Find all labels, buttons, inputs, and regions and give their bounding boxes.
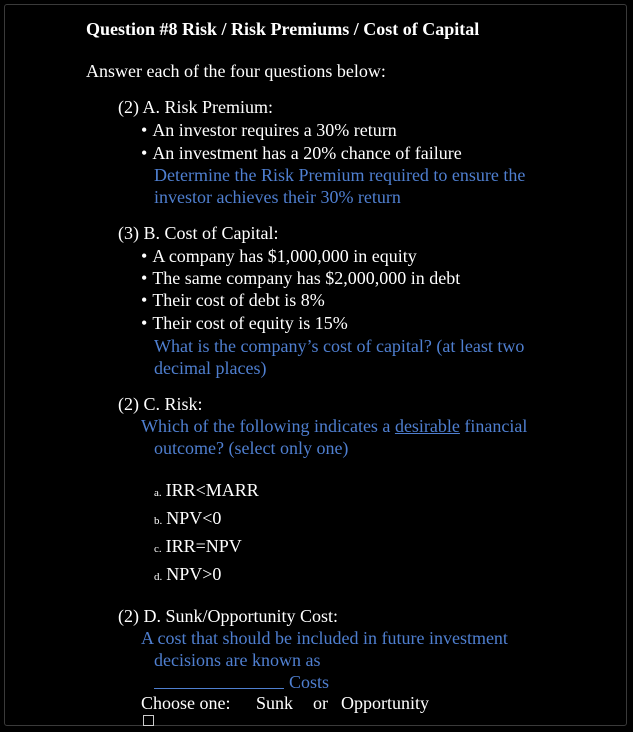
part-c-question-emphasis: desirable [394,416,460,436]
option-letter: a. [154,487,162,499]
part-c-question [141,416,527,437]
choice-sunk[interactable]: Sunk [256,693,294,713]
option-text: NPV>0 [166,564,222,584]
part-a-question: Determine the Risk Premium required to ensure the [154,165,526,185]
part-b-bullet: • Their cost of debt is 8% [141,290,325,311]
part-a-bullet: • An investment has a 20% chance of failure [141,143,462,164]
part-b-bullet: • A company has $1,000,000 in equity [141,246,417,267]
option-letter: d. [154,571,163,583]
part-d-question: A cost that should be included in future investment [141,628,508,648]
part-b-bullet: • The same company has $2,000,000 in debt [141,268,460,289]
part-d-heading: (2) D. Sunk/Opportunity Cost: [118,606,339,626]
option-letter: b. [154,515,163,527]
part-b-question: decimal places) [154,358,267,378]
option-letter: c. [154,543,162,555]
option-d[interactable] [154,564,221,585]
option-a[interactable] [154,480,259,501]
part-b-heading: (3) B. Cost of Capital: [118,223,279,243]
choose-one-label: Choose one: [141,693,231,713]
part-b-question: What is the company’s cost of capital? (at least two [154,336,525,356]
part-d-question: decisions are known as [154,650,321,670]
option-c[interactable] [154,536,242,557]
answer-blank-line[interactable] [154,688,284,689]
option-text: IRR=NPV [165,536,242,556]
part-c-question-pre: Which of the following indicates a [141,416,395,436]
answer-checkbox[interactable] [143,715,154,726]
blank-suffix: Costs [289,672,330,692]
part-c-heading: (2) C. Risk: [118,394,203,414]
option-text: NPV<0 [166,508,222,528]
part-c-question-line2: outcome? (select only one) [154,438,349,458]
instructions: Answer each of the four questions below: [86,61,386,81]
part-a-heading: (2) A. Risk Premium: [118,97,274,117]
part-a-bullet: • An investor requires a 30% return [141,120,397,141]
option-b[interactable] [154,508,221,529]
option-text: IRR<MARR [165,480,259,500]
part-c-question-post: financial [459,416,528,436]
part-b-bullet: • Their cost of equity is 15% [141,313,348,334]
part-a-question: investor achieves their 30% return [154,187,401,207]
choice-opportunity[interactable]: Opportunity [341,693,429,713]
question-title: Question #8 Risk / Risk Premiums / Cost of Capital [86,19,480,39]
choice-or: or [313,693,328,713]
